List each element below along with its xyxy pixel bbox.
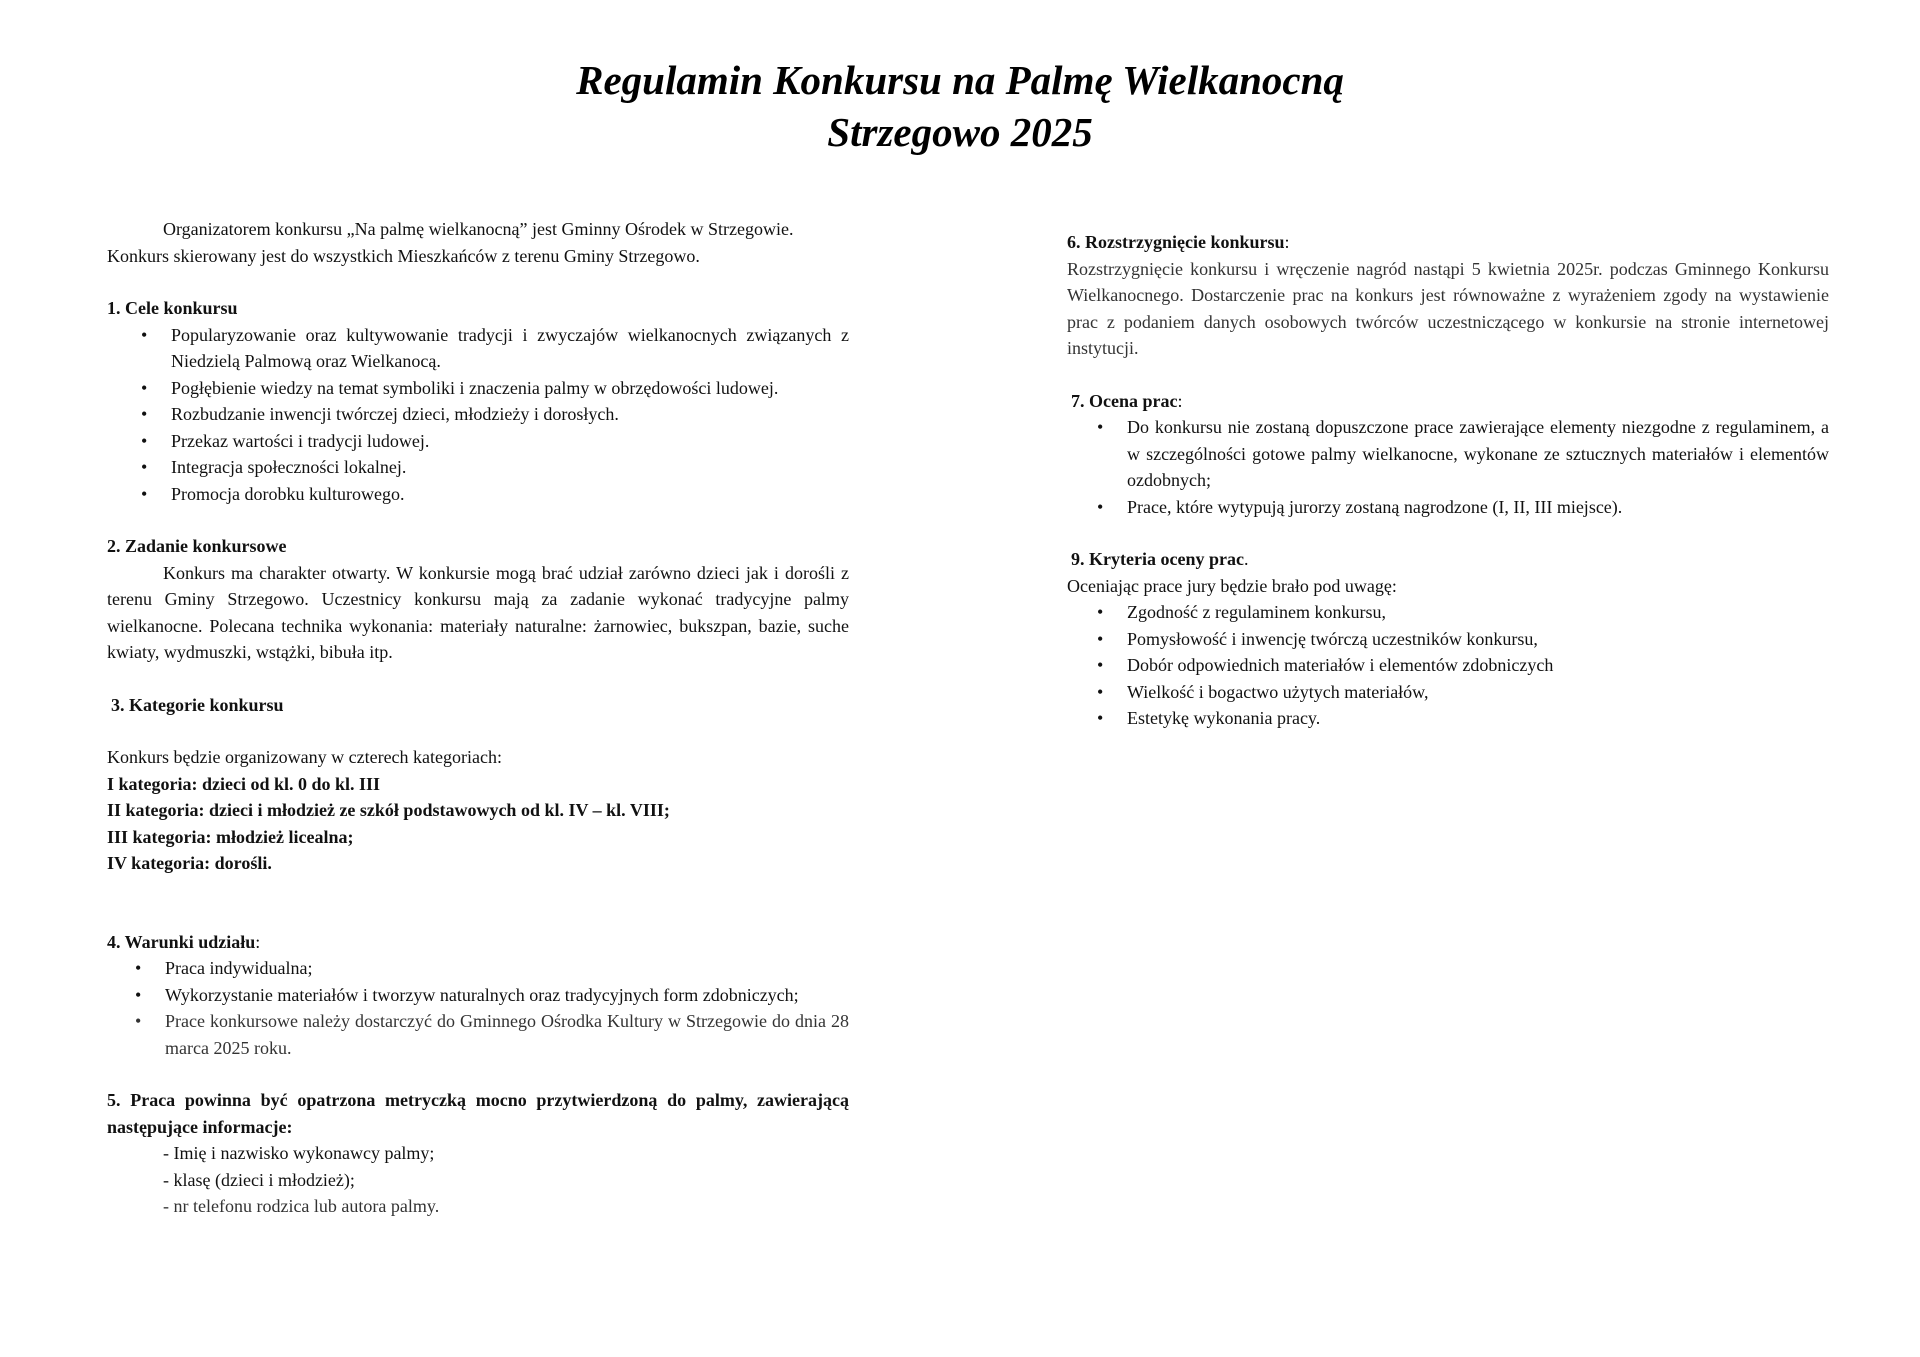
- list-item: • Zgodność z regulaminem konkursu,: [1127, 599, 1829, 626]
- section-5-heading: 5. Praca powinna być opatrzona metryczką mocno przytwierdzoną do palmy, zawierającą następujące informacje:: [107, 1090, 849, 1137]
- list-item: • Pogłębienie wiedzy na temat symboliki i znaczenia palmy w obrzędowości ludowej.: [171, 375, 849, 402]
- list-item: • Rozbudzanie inwencji twórczej dzieci, młodzieży i dorosłych.: [171, 401, 849, 428]
- section-9-heading-suffix: .: [1243, 549, 1249, 569]
- section-7-heading-text: 7. Ocena prac: [1071, 390, 1178, 411]
- section-2-text: Konkurs ma charakter otwarty. W konkursie mogą brać udział zarówno dzieci jak i dorośli z terenu Gminy Strzegowo. Uczestnicy konkursu mają za zadanie wykonać tradycyjne palmy wielkanocne. Polecana technika wykonania: materiały naturalne: żarnowiec, bukszpan, bazie, suche kwiaty, wydmuszki, wstążki, bibuła itp.: [107, 562, 849, 662]
- section-3-intro: Konkurs będzie organizowany w czterech kategoriach:: [107, 747, 502, 767]
- list-item: • Prace, które wytypują jurorzy zostaną nagrodzone (I, II, III miejsce).: [1127, 494, 1829, 521]
- section-9-list: [1067, 599, 1829, 732]
- section-7-heading-suffix: :: [1177, 390, 1183, 411]
- section-1-list: [107, 322, 849, 508]
- category-2: II kategoria: dzieci i młodzież ze szkół podstawowych od kl. IV – kl. VIII;: [107, 800, 670, 820]
- section-4-heading: [107, 929, 849, 956]
- left-column: [107, 216, 849, 1220]
- list-item: • Przekaz wartości i tradycji ludowej.: [171, 428, 849, 455]
- section-9-intro: Oceniając prace jury będzie brało pod uwagę:: [1067, 575, 1397, 596]
- intro-line-2: Konkurs skierowany jest do wszystkich Mieszkańców z terenu Gminy Strzegowo.: [107, 245, 700, 266]
- list-item: • Popularyzowanie oraz kultywowanie tradycji i zwyczajów wielkanocnych związanych z Niedzielą Palmową oraz Wielkanocą.: [171, 322, 849, 375]
- category-1: I kategoria: dzieci od kl. 0 do kl. III: [107, 773, 381, 794]
- section-6-heading: [1067, 229, 1829, 256]
- list-item: - klasę (dzieci i młodzież);: [163, 1169, 355, 1190]
- document-title: [0, 54, 1920, 158]
- list-item: • Wykorzystanie materiałów i tworzyw naturalnych oraz tradycyjnych form zdobniczych;: [165, 982, 849, 1009]
- title-line-2: Strzegowo 2025: [827, 109, 1093, 155]
- list-item: • Integracja społeczności lokalnej.: [171, 454, 849, 481]
- list-item: • Pomysłowość i inwencję twórczą uczestników konkursu,: [1127, 626, 1829, 653]
- section-7-heading: [1067, 388, 1829, 415]
- section-1-heading: 1. Cele konkursu: [107, 298, 238, 318]
- title-line-1: Regulamin Konkursu na Palmę Wielkanocną: [576, 57, 1344, 103]
- section-9-heading: [1067, 546, 1829, 573]
- section-6-heading-suffix: :: [1284, 232, 1290, 252]
- intro-line-1: Organizatorem konkursu „Na palmę wielkanocną” jest Gminny Ośrodek w Strzegowie.: [163, 219, 794, 239]
- section-4-list: [107, 955, 849, 1061]
- list-item: • Wielkość i bogactwo użytych materiałów,: [1127, 679, 1829, 706]
- list-item: • Praca indywidualna;: [165, 955, 849, 982]
- section-4-heading-text: 4. Warunki udziału: [107, 931, 256, 952]
- section-4-heading-suffix: :: [255, 931, 261, 952]
- section-7-list: [1067, 414, 1829, 520]
- right-column: [1067, 229, 1829, 732]
- section-3-heading: 3. Kategorie konkursu: [111, 694, 284, 715]
- section-5-list: [107, 1140, 849, 1220]
- section-6-text: Rozstrzygnięcie konkursu i wręczenie nagród nastąpi 5 kwietnia 2025r. podczas Gminnego Konkursu Wielkanocnego. Dostarczenie prac na konkurs jest równoważne z wyrażeniem zgody na wystawienie prac z podaniem danych osobowych twórców uczestniczącego w konkursie na stronie internetowej instytucji.: [1067, 258, 1829, 358]
- list-item: • Dobór odpowiednich materiałów i elementów zdobniczych: [1127, 652, 1829, 679]
- list-item: • Prace konkursowe należy dostarczyć do Gminnego Ośrodka Kultury w Strzegowie do dnia 28 marca 2025 roku.: [165, 1008, 849, 1061]
- section-9-heading-text: 9. Kryteria oceny prac: [1071, 549, 1244, 569]
- category-4: IV kategoria: dorośli.: [107, 853, 272, 873]
- list-item: - Imię i nazwisko wykonawcy palmy;: [163, 1143, 435, 1163]
- section-6-heading-text: 6. Rozstrzygnięcie konkursu: [1067, 232, 1285, 252]
- list-item: • Do konkursu nie zostaną dopuszczone prace zawierające elementy niezgodne z regulaminem, a w szczególności gotowe palmy wielkanocne, wykonane ze sztucznych materiałów i elementów ozdobnych;: [1127, 414, 1829, 494]
- category-3: III kategoria: młodzież licealna;: [107, 826, 354, 847]
- list-item: • Promocja dorobku kulturowego.: [171, 481, 849, 508]
- list-item: • Estetykę wykonania pracy.: [1127, 705, 1829, 732]
- section-2-heading: 2. Zadanie konkursowe: [107, 536, 287, 556]
- list-item: - nr telefonu rodzica lub autora palmy.: [163, 1196, 440, 1216]
